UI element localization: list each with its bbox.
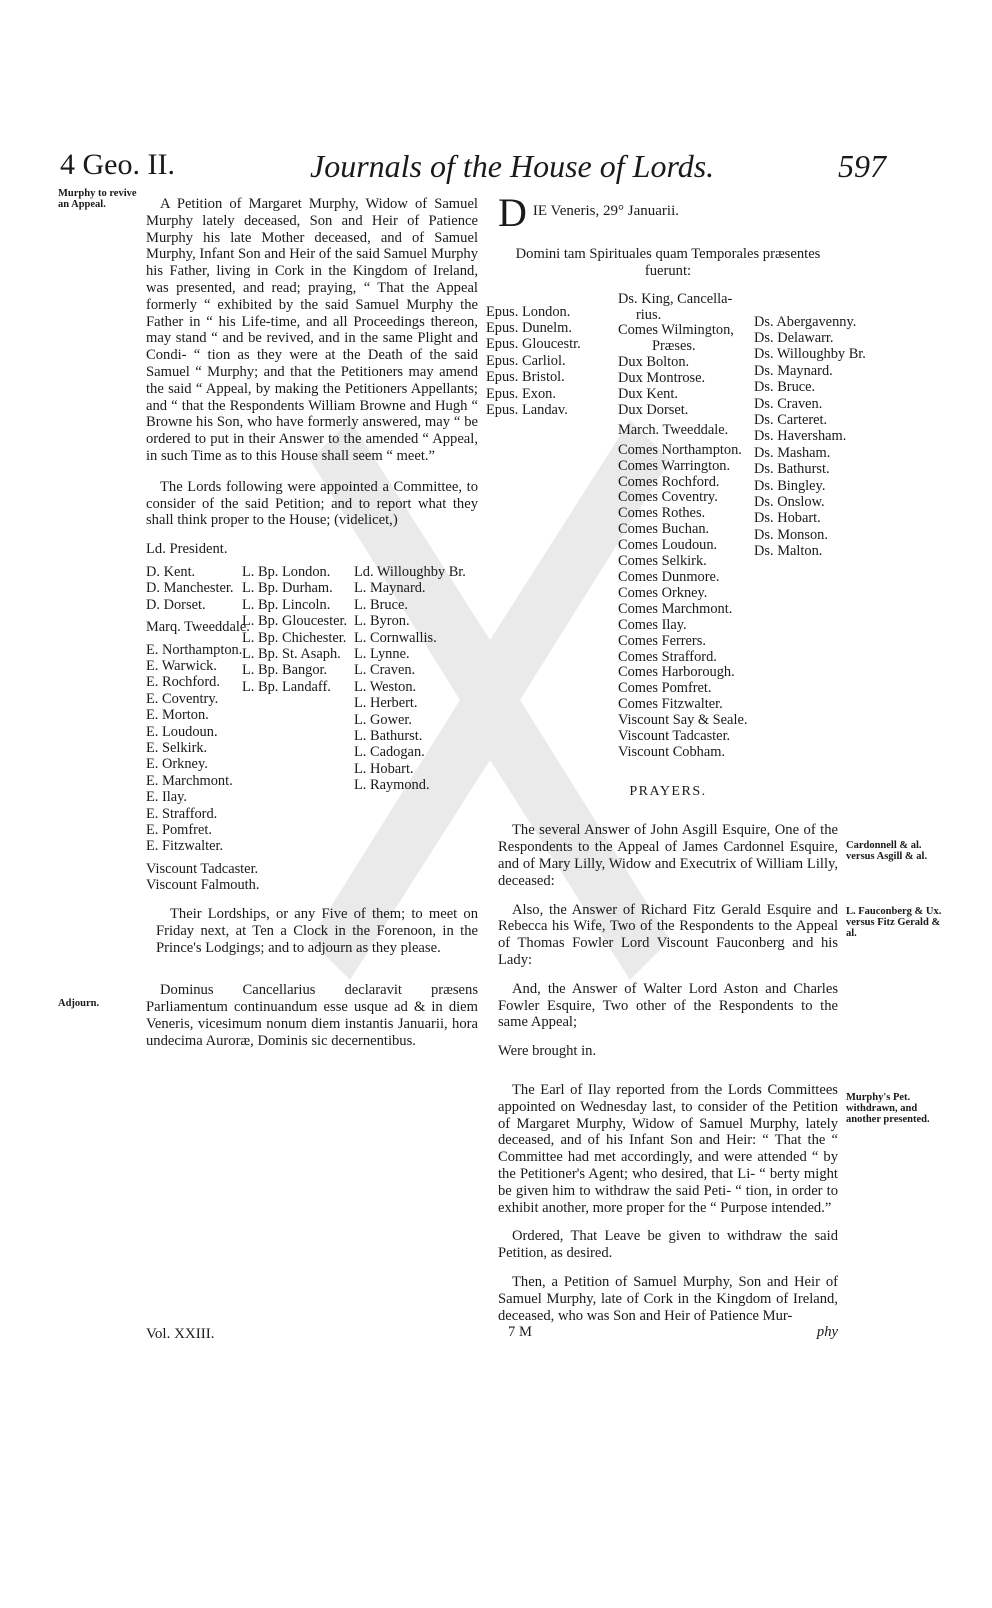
list-item: E. Northampton.	[146, 641, 243, 658]
list-item: E. Warwick.	[146, 657, 217, 674]
list-item: Ds. Willoughby Br.	[754, 346, 866, 363]
list-item: L. Craven.	[354, 662, 416, 679]
list-item: Ds. Hobart.	[754, 510, 821, 527]
list-item: E. Marchmont.	[146, 772, 233, 789]
list-item: Comes Northampton.	[618, 441, 742, 458]
list-item: Epus. Landav.	[486, 402, 568, 419]
list-item: Comes Fitzwalter.	[618, 696, 723, 713]
list-item: E. Selkirk.	[146, 740, 208, 756]
list-item: L. Raymond.	[354, 777, 430, 794]
list-item: Comes Coventry.	[618, 489, 718, 506]
page-header	[0, 148, 992, 188]
prayers-heading: PRAYERS.	[629, 783, 707, 799]
list-item: E. Morton.	[146, 707, 209, 724]
ilay-report: The Earl of Ilay reported from the Lords Committees appointed on Wednesday last, to consider of the Petition of Margaret Murphy, Widow of Samuel Murphy, lately deceased, and of his Infant Son and Heir: “ That the “ Committee had met accordingly, and were attended “ by the Petitioner's Agent; who desired, that Li- “ berty might be given him to withdraw the said Peti- “ tion, in order to exhibit another, more proper for the “ Purpose intended.”	[498, 1081, 838, 1216]
bishops-column	[486, 304, 581, 419]
list-item: E. Loudoun.	[146, 723, 218, 740]
list-item: E. Orkney.	[146, 756, 208, 773]
list-item: Viscount Say & Seale.	[618, 712, 748, 729]
list-item: D. Kent.	[146, 563, 196, 580]
list-item: Ds. King, Cancella-	[618, 290, 733, 307]
list-item: E. Ilay.	[146, 789, 188, 806]
list-item: Ds. Bruce.	[754, 379, 816, 396]
list-item: Viscount Cobham.	[618, 743, 726, 760]
leave-ordered: Ordered, That Leave be given to withdraw the said Petition, as desired.	[498, 1228, 838, 1262]
list-item: E. Pomfret.	[146, 822, 212, 839]
list-item: Comes Selkirk.	[618, 553, 707, 570]
committee-col-3	[354, 564, 466, 794]
list-item: Comes Strafford.	[618, 648, 717, 665]
header-journal-title: Journals of the House of Lords.	[310, 148, 715, 184]
answer-fitz-gerald: Also, the Answer of Richard Fitz Gerald Esquire and Rebecca his Wife, Two of the Respondents to the Appeal of Thomas Fowler Lord Viscount Fauconberg and his Lady:	[498, 901, 838, 968]
margin-note-adjourn: Adjourn.	[58, 998, 100, 1009]
meeting-arrangement: Their Lordships, or any Five of them; to meet on Friday next, at Ten a Clock in the Forenoon, in the Prince's Lodgings; and to adjourn as they please.	[156, 905, 478, 956]
list-item: L. Bruce.	[354, 596, 408, 613]
list-item: Ds. Craven.	[754, 395, 823, 412]
list-item: Dux Bolton.	[618, 354, 690, 371]
list-item: Ds. Haversham.	[754, 428, 847, 445]
list-item: Epus. Exon.	[486, 385, 556, 402]
brought-in: Were brought in.	[498, 1043, 597, 1060]
attendance-list	[486, 290, 866, 772]
lord-president: Ld. President.	[146, 541, 228, 558]
list-item: Dux Dorset.	[618, 401, 689, 418]
margin-note-fauconberg: L. Fauconberg & Ux. versus Fitz Gerald & al.	[846, 906, 942, 939]
murphy-petition: A Petition of Margaret Murphy, Widow of Samuel Murphy lately deceased, Son and Heir of Patience Murphy his late Mother deceased, and of Samuel Murphy, Infant Son and Heir of the said Samuel Murphy his Father, living in Cork in the Kingdom of Ireland, was presented, and read; praying, “ That the Appeal formerly “ exhibited by the said Samuel Murphy the Father in “ his Life-time, and all Proceedings thereon, may stand “ and be revived, and in the same Plight and Condi- “ tion as they were at the Death of the said Samuel “ Murphy; and that the Petitioners may amend the said “ Appeal, by making the Petitioners Appellants; and “ that the Respondents William Browne and Hugh “ Browne his Son, who have formerly answered, may “ be ordered to put in their Answer to the amended “ Appeal, in such Time as to this House shall seem “ meet.”	[146, 196, 478, 464]
list-item: Ds. Delawarr.	[754, 330, 834, 346]
sitting-date: D IE Veneris, 29° Januarii.	[498, 196, 679, 230]
page-number: 597	[838, 148, 886, 184]
lords-present-heading: Domini tam Spirituales quam Temporales præsentes fuerunt:	[515, 246, 821, 279]
list-item: Comes Buchan.	[618, 521, 710, 538]
list-item: Viscount Falmouth.	[146, 877, 260, 894]
list-item: L. Maynard.	[354, 580, 426, 597]
header-regnal-year: 4 Geo. II.	[60, 148, 175, 181]
list-item: Ds. Carteret.	[754, 412, 828, 429]
list-item: Epus. Bristol.	[486, 369, 565, 386]
list-item: L. Cornwallis.	[354, 629, 437, 646]
list-item: L. Bp. London.	[242, 563, 331, 580]
list-item: Comes Ferrers.	[618, 632, 706, 649]
list-item: Ld. Willoughby Br.	[354, 563, 466, 580]
drop-capital: D	[498, 196, 527, 230]
barons-column	[754, 314, 866, 560]
list-item: March. Tweeddale.	[618, 421, 729, 438]
list-item: Dux Montrose.	[618, 370, 706, 387]
list-item: Comes Dunmore.	[618, 569, 720, 585]
new-petition: Then, a Petition of Samuel Murphy, Son and Heir of Samuel Murphy, late of Cork in the Kingdom of Ireland, deceased, who was Son and Heir of Patience Mur-	[498, 1273, 838, 1324]
list-item: Comes Wilmington,	[618, 322, 734, 339]
list-item: Ds. Maynard.	[754, 362, 833, 379]
list-item: L. Herbert.	[354, 695, 418, 712]
list-item: Ds. Abergavenny.	[754, 313, 857, 330]
list-item: E. Coventry.	[146, 690, 219, 707]
committee-col-2	[242, 564, 347, 695]
list-item: Comes Rothes.	[618, 505, 706, 522]
list-item: Præses.	[652, 338, 696, 355]
margin-note-murphy: Murphy to revive an Appeal.	[58, 188, 137, 210]
list-item: L. Bp. Chichester.	[242, 629, 347, 646]
list-item: Comes Harborough.	[618, 664, 735, 681]
list-item: rius.	[636, 306, 662, 323]
committee-intro: The Lords following were appointed a Committee, to consider of the said Petition; and to report what they shall think proper to the House; (videlicet,)	[146, 478, 478, 529]
list-item: D. Dorset.	[146, 596, 206, 613]
list-item: L. Byron.	[354, 613, 410, 630]
list-item: Comes Rochford.	[618, 473, 720, 490]
list-item: L. Gower.	[354, 711, 412, 728]
list-item: Comes Warrington.	[618, 457, 731, 474]
list-item: Epus. Carliol.	[486, 352, 566, 369]
list-item: Ds. Onslow.	[754, 494, 825, 511]
list-item: L. Cadogan.	[354, 744, 425, 761]
list-item: Ds. Malton.	[754, 543, 823, 560]
list-item: Epus. London.	[486, 303, 571, 320]
answer-asgill: The several Answer of John Asgill Esquire, One of the Respondents to the Appeal of James Cardonnel Esquire, and of Mary Lilly, Widow and Executrix of William Lilly, deceased:	[498, 822, 838, 889]
right-column	[486, 196, 866, 1344]
list-item: L. Weston.	[354, 678, 417, 695]
list-item: L. Bp. Durham.	[242, 580, 333, 597]
catchword: phy	[816, 1324, 838, 1341]
list-item: L. Bp. Landaff.	[242, 678, 331, 695]
list-item: Ds. Monson.	[754, 526, 828, 543]
list-item: L. Bp. St. Asaph.	[242, 645, 341, 662]
answer-aston: And, the Answer of Walter Lord Aston and Charles Fowler Esquire, Two other of the Respondents to the same Appeal;	[498, 980, 838, 1031]
list-item: Ds. Bingley.	[754, 477, 826, 494]
left-column	[146, 196, 478, 1062]
list-item: L. Bathurst.	[354, 728, 423, 744]
list-item: L. Lynne.	[354, 645, 410, 662]
list-item: Ds. Bathurst.	[754, 461, 830, 478]
list-item: L. Bp. Gloucester.	[242, 613, 348, 630]
list-item: E. Fitzwalter.	[146, 838, 224, 855]
list-item: Comes Marchmont.	[618, 600, 733, 617]
list-item: Marq. Tweeddale.	[146, 619, 250, 636]
list-item: L. Hobart.	[354, 760, 414, 777]
list-item: E. Strafford.	[146, 805, 218, 822]
margin-note-cardonnell: Cardonnell & al. versus Asgill & al.	[846, 840, 928, 862]
list-item: L. Bp. Bangor.	[242, 662, 328, 679]
list-item: Epus. Gloucestr.	[486, 336, 581, 353]
list-item: Ds. Masham.	[754, 444, 831, 461]
list-item: E. Rochford.	[146, 674, 220, 691]
margin-note-murphy-petition: Murphy's Pet. withdrawn, and another presented.	[846, 1092, 930, 1125]
list-item: Epus. Dunelm.	[486, 320, 572, 336]
adjournment-minute: Dominus Cancellarius declaravit præsens Parliamentum continuandum esse usque ad & in diem Veneris, vicesimum nonum diem instantis Januarii, hora undecima Auroræ, Dominis sic decernentibus.	[146, 982, 478, 1049]
volume-signature: Vol. XXIII.	[146, 1326, 215, 1342]
temporal-peers-column	[618, 292, 747, 761]
list-item: Dux Kent.	[618, 386, 678, 403]
list-item: D. Manchester.	[146, 580, 234, 597]
committee-list	[146, 564, 478, 894]
list-item: Viscount Tadcaster.	[146, 860, 259, 877]
list-item: Comes Orkney.	[618, 584, 708, 601]
signature-mark: 7 M	[508, 1324, 532, 1341]
list-item: Viscount Tadcaster.	[618, 728, 731, 745]
list-item: L. Bp. Lincoln.	[242, 596, 331, 613]
list-item: Comes Pomfret.	[618, 680, 712, 697]
list-item: Comes Ilay.	[618, 616, 687, 633]
list-item: Comes Loudoun.	[618, 537, 718, 554]
